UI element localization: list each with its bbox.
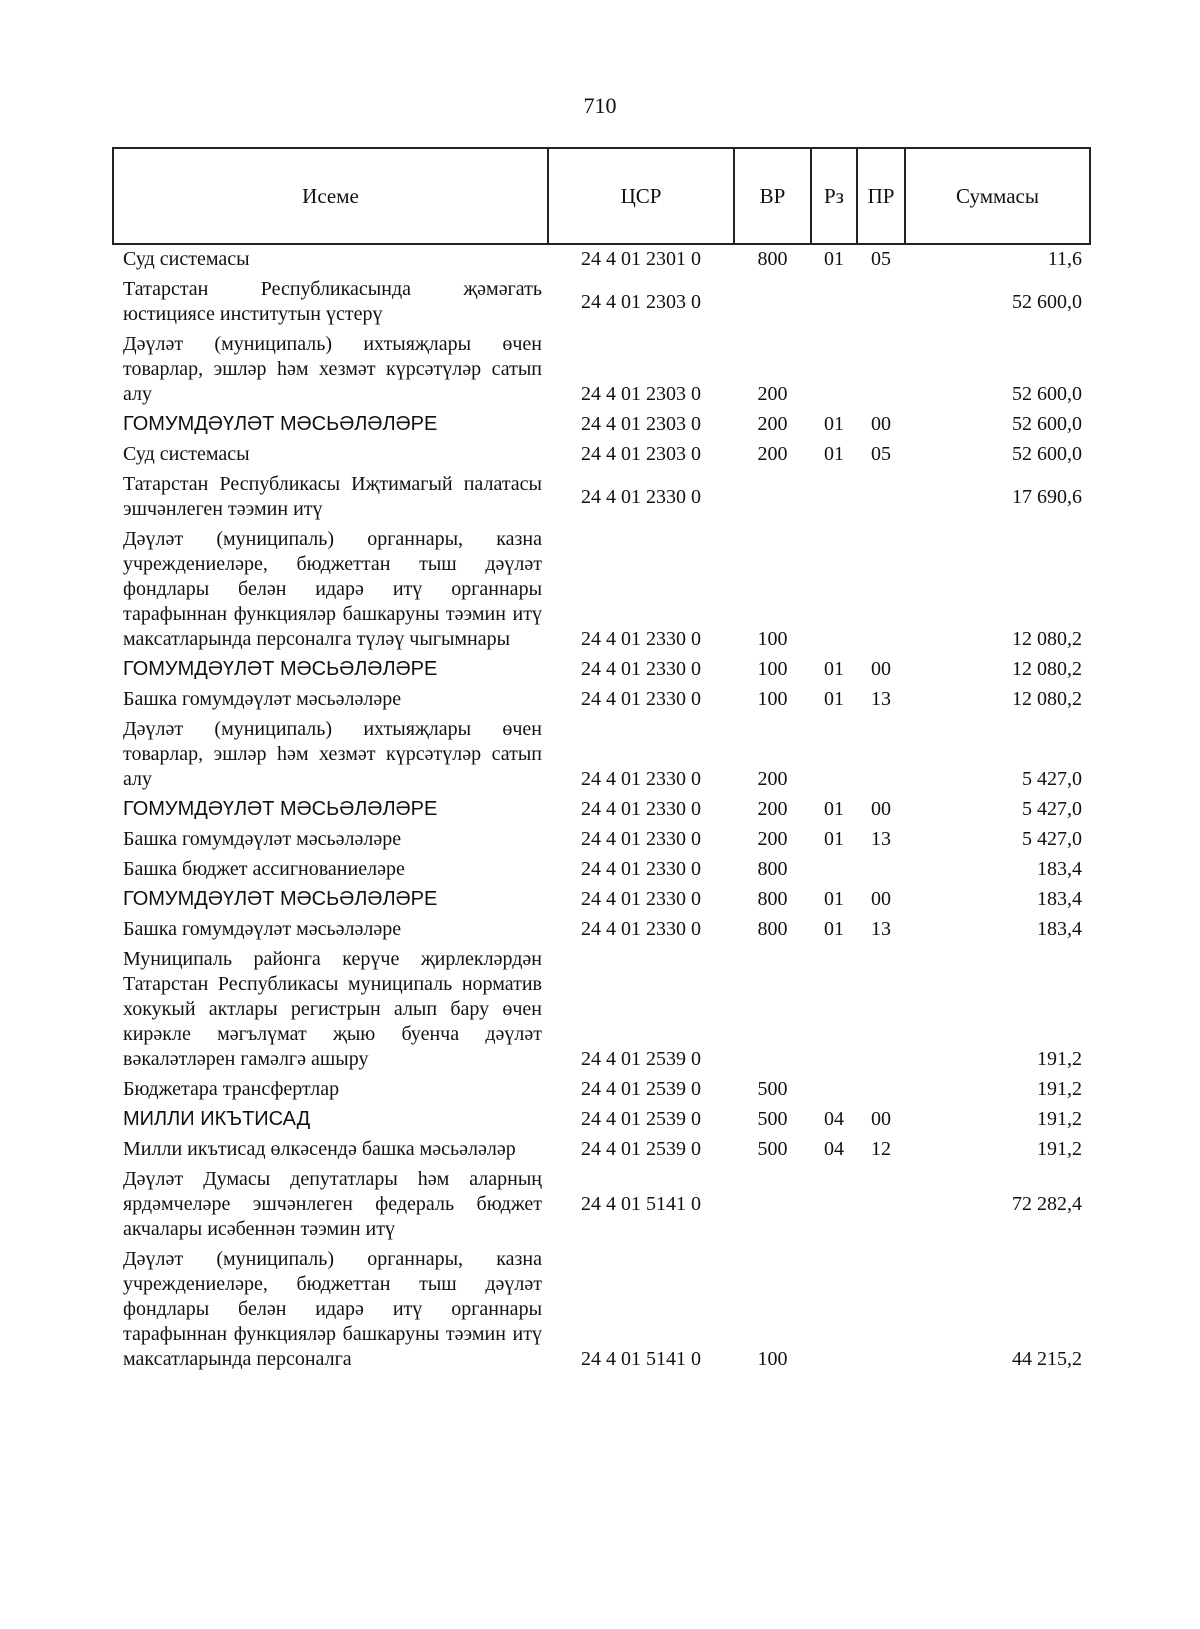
cell-rz bbox=[811, 330, 857, 410]
cell-name: Дәүләт (муниципаль) органнары, казна учреждениеләре, бюджеттан тыш дәүләт фондлары белән идарә итү органнары тарафыннан функцияләр башкаруны тәэмин итү максатларында персоналга түләү чыгымнары bbox=[123, 528, 542, 650]
cell-pr bbox=[857, 275, 905, 330]
table-header bbox=[113, 148, 1090, 244]
cell-name: МИЛЛИ ИКЪТИСАД bbox=[123, 1108, 311, 1130]
cell-vr: 200 bbox=[757, 768, 788, 790]
header-name: Исеме bbox=[113, 148, 548, 244]
cell-vr: 200 bbox=[757, 443, 788, 465]
cell-name: Суд системасы bbox=[123, 248, 250, 270]
cell-csr: 24 4 01 2539 0 bbox=[581, 1108, 701, 1130]
header-csr: ЦСР bbox=[548, 148, 734, 244]
cell-csr: 24 4 01 2330 0 bbox=[581, 888, 701, 910]
cell-rz: 01 bbox=[824, 413, 844, 435]
table-row bbox=[113, 440, 1090, 470]
cell-vr: 800 bbox=[757, 888, 788, 910]
cell-pr: 00 bbox=[871, 798, 891, 820]
cell-rz: 04 bbox=[824, 1138, 844, 1160]
cell-name: Башка гомумдәүләт мәсьәләләре bbox=[123, 688, 402, 710]
cell-sum: 183,4 bbox=[1037, 888, 1082, 910]
cell-csr: 24 4 01 2539 0 bbox=[581, 1048, 701, 1070]
table-row bbox=[113, 410, 1090, 440]
cell-vr: 200 bbox=[757, 828, 788, 850]
cell-csr: 24 4 01 5141 0 bbox=[581, 1193, 701, 1215]
cell-name: Милли икътисад өлкәсендә башка мәсьәләләр bbox=[123, 1138, 516, 1160]
cell-pr: 13 bbox=[871, 828, 891, 850]
cell-vr: 100 bbox=[757, 628, 788, 650]
cell-name: ГОМУМДӘҮЛӘТ МӘСЬӘЛӘЛӘРЕ bbox=[123, 658, 438, 680]
cell-rz bbox=[811, 855, 857, 885]
cell-rz: 01 bbox=[824, 443, 844, 465]
cell-rz: 01 bbox=[824, 888, 844, 910]
cell-csr: 24 4 01 5141 0 bbox=[581, 1348, 701, 1370]
cell-vr: 500 bbox=[757, 1108, 788, 1130]
table-row bbox=[113, 330, 1090, 410]
cell-name: Татарстан Республикасында җәмәгать юстициясе институтын үстерү bbox=[123, 278, 542, 325]
table-body bbox=[113, 244, 1090, 1375]
budget-table-container bbox=[112, 147, 1089, 1375]
table-row bbox=[113, 1165, 1090, 1245]
cell-csr: 24 4 01 2303 0 bbox=[581, 443, 701, 465]
cell-csr: 24 4 01 2301 0 bbox=[581, 248, 701, 270]
header-sum: Суммасы bbox=[905, 148, 1090, 244]
cell-sum: 12 080,2 bbox=[1012, 658, 1082, 680]
budget-table bbox=[112, 147, 1091, 1375]
cell-name: Дәүләт (муниципаль) ихтыяҗлары өчен товарлар, эшләр һәм хезмәт күрсәтүләр сатып алу bbox=[123, 718, 542, 790]
cell-vr: 800 bbox=[757, 918, 788, 940]
cell-pr: 00 bbox=[871, 658, 891, 680]
table-row bbox=[113, 1135, 1090, 1165]
cell-pr: 13 bbox=[871, 918, 891, 940]
cell-name: Суд системасы bbox=[123, 443, 250, 465]
table-row bbox=[113, 1075, 1090, 1105]
cell-csr: 24 4 01 2330 0 bbox=[581, 485, 701, 508]
cell-pr bbox=[857, 525, 905, 655]
cell-sum: 52 600,0 bbox=[1012, 290, 1082, 313]
cell-sum: 191,2 bbox=[1037, 1138, 1082, 1160]
cell-rz: 01 bbox=[824, 248, 844, 270]
cell-sum: 191,2 bbox=[1037, 1078, 1082, 1100]
cell-vr: 100 bbox=[757, 658, 788, 680]
cell-sum: 191,2 bbox=[1037, 1048, 1082, 1070]
cell-sum: 183,4 bbox=[1037, 858, 1082, 880]
cell-pr bbox=[857, 1245, 905, 1375]
table-row bbox=[113, 470, 1090, 525]
cell-pr bbox=[857, 1075, 905, 1105]
cell-rz: 01 bbox=[824, 918, 844, 940]
cell-sum: 12 080,2 bbox=[1012, 688, 1082, 710]
cell-sum: 12 080,2 bbox=[1012, 628, 1082, 650]
table-row bbox=[113, 795, 1090, 825]
table-row bbox=[113, 945, 1090, 1075]
cell-name: Муниципаль районга керүче җирлекләрдән Татарстан Республикасы муниципаль норматив хокукый актлары регистрын алып бару өчен кирәкле мәгълүмат җыю буенча дәүләт вәкаләтләрен гамәлгә ашыру bbox=[123, 948, 542, 1070]
cell-sum: 191,2 bbox=[1037, 1108, 1082, 1130]
table-row bbox=[113, 855, 1090, 885]
cell-name: Дәүләт Думасы депутатлары һәм аларның ярдәмчеләре эшчәнлеген федераль бюджет акчалары исәбеннән тәэмин итү bbox=[123, 1168, 542, 1240]
cell-csr: 24 4 01 2539 0 bbox=[581, 1138, 701, 1160]
cell-name: ГОМУМДӘҮЛӘТ МӘСЬӘЛӘЛӘРЕ bbox=[123, 798, 438, 820]
cell-pr bbox=[857, 1165, 905, 1245]
cell-vr: 800 bbox=[757, 248, 788, 270]
table-row bbox=[113, 825, 1090, 855]
cell-pr bbox=[857, 470, 905, 525]
table-row bbox=[113, 1245, 1090, 1375]
cell-rz: 04 bbox=[824, 1108, 844, 1130]
cell-rz bbox=[811, 525, 857, 655]
cell-csr: 24 4 01 2330 0 bbox=[581, 688, 701, 710]
cell-vr bbox=[734, 1165, 811, 1245]
cell-rz bbox=[811, 1245, 857, 1375]
cell-vr: 200 bbox=[757, 798, 788, 820]
cell-name: Дәүләт (муниципаль) органнары, казна учреждениеләре, бюджеттан тыш дәүләт фондлары белән идарә итү органнары тарафыннан функцияләр башкаруны тәэмин итү максатларында персоналга bbox=[123, 1248, 542, 1370]
cell-name: ГОМУМДӘҮЛӘТ МӘСЬӘЛӘЛӘРЕ bbox=[123, 888, 438, 910]
cell-rz: 01 bbox=[824, 828, 844, 850]
cell-rz bbox=[811, 715, 857, 795]
cell-name: Башка гомумдәүләт мәсьәләләре bbox=[123, 828, 402, 850]
cell-pr: 13 bbox=[871, 688, 891, 710]
cell-pr: 00 bbox=[871, 413, 891, 435]
table-row bbox=[113, 655, 1090, 685]
cell-name: ГОМУМДӘҮЛӘТ МӘСЬӘЛӘЛӘРЕ bbox=[123, 413, 438, 435]
header-vr: ВР bbox=[734, 148, 811, 244]
table-row bbox=[113, 1105, 1090, 1135]
cell-vr: 200 bbox=[757, 383, 788, 405]
cell-csr: 24 4 01 2330 0 bbox=[581, 798, 701, 820]
cell-pr bbox=[857, 945, 905, 1075]
cell-name: Дәүләт (муниципаль) ихтыяҗлары өчен товарлар, эшләр һәм хезмәт күрсәтүләр сатып алу bbox=[123, 333, 542, 405]
cell-rz bbox=[811, 1165, 857, 1245]
header-pr: ПР bbox=[857, 148, 905, 244]
cell-vr: 100 bbox=[757, 1348, 788, 1370]
cell-pr: 12 bbox=[871, 1138, 891, 1160]
header-rz: Рз bbox=[811, 148, 857, 244]
cell-rz bbox=[811, 945, 857, 1075]
cell-sum: 44 215,2 bbox=[1012, 1348, 1082, 1370]
cell-pr: 00 bbox=[871, 888, 891, 910]
cell-csr: 24 4 01 2303 0 bbox=[581, 290, 701, 313]
cell-pr bbox=[857, 330, 905, 410]
cell-pr bbox=[857, 715, 905, 795]
cell-sum: 11,6 bbox=[1047, 248, 1082, 270]
table-row bbox=[113, 275, 1090, 330]
cell-csr: 24 4 01 2330 0 bbox=[581, 918, 701, 940]
cell-csr: 24 4 01 2330 0 bbox=[581, 658, 701, 680]
cell-vr: 200 bbox=[757, 413, 788, 435]
cell-vr bbox=[734, 470, 811, 525]
cell-csr: 24 4 01 2539 0 bbox=[581, 1078, 701, 1100]
cell-sum: 5 427,0 bbox=[1022, 798, 1082, 820]
cell-vr bbox=[734, 945, 811, 1075]
table-row bbox=[113, 685, 1090, 715]
table-row bbox=[113, 244, 1090, 275]
cell-csr: 24 4 01 2303 0 bbox=[581, 413, 701, 435]
table-row bbox=[113, 715, 1090, 795]
cell-sum: 52 600,0 bbox=[1012, 413, 1082, 435]
cell-sum: 52 600,0 bbox=[1012, 443, 1082, 465]
cell-sum: 183,4 bbox=[1037, 918, 1082, 940]
cell-rz: 01 bbox=[824, 798, 844, 820]
cell-sum: 5 427,0 bbox=[1022, 828, 1082, 850]
cell-vr: 100 bbox=[757, 688, 788, 710]
cell-vr bbox=[734, 275, 811, 330]
cell-vr: 500 bbox=[757, 1078, 788, 1100]
cell-rz bbox=[811, 1075, 857, 1105]
cell-name: Татарстан Республикасы Иҗтимагый палатасы эшчәнлеген тәэмин итү bbox=[123, 473, 542, 520]
cell-pr: 05 bbox=[871, 443, 891, 465]
table-row bbox=[113, 885, 1090, 915]
table-row bbox=[113, 915, 1090, 945]
cell-sum: 5 427,0 bbox=[1022, 768, 1082, 790]
cell-csr: 24 4 01 2303 0 bbox=[581, 383, 701, 405]
cell-pr: 00 bbox=[871, 1108, 891, 1130]
cell-name: Башка бюджет ассигнованиеләре bbox=[123, 858, 405, 880]
cell-sum: 72 282,4 bbox=[1012, 1193, 1082, 1215]
cell-vr: 800 bbox=[757, 858, 788, 880]
cell-csr: 24 4 01 2330 0 bbox=[581, 628, 701, 650]
cell-csr: 24 4 01 2330 0 bbox=[581, 768, 701, 790]
cell-name: Башка гомумдәүләт мәсьәләләре bbox=[123, 918, 402, 940]
cell-vr: 500 bbox=[757, 1138, 788, 1160]
cell-csr: 24 4 01 2330 0 bbox=[581, 828, 701, 850]
cell-rz: 01 bbox=[824, 688, 844, 710]
cell-pr: 05 bbox=[871, 248, 891, 270]
cell-sum: 17 690,6 bbox=[1012, 485, 1082, 508]
cell-csr: 24 4 01 2330 0 bbox=[581, 858, 701, 880]
page-number: 710 bbox=[583, 93, 617, 118]
cell-rz bbox=[811, 470, 857, 525]
table-row bbox=[113, 525, 1090, 655]
cell-name: Бюджетара трансфертлар bbox=[123, 1078, 340, 1100]
cell-pr bbox=[857, 855, 905, 885]
cell-rz: 01 bbox=[824, 658, 844, 680]
cell-rz bbox=[811, 275, 857, 330]
cell-sum: 52 600,0 bbox=[1012, 383, 1082, 405]
